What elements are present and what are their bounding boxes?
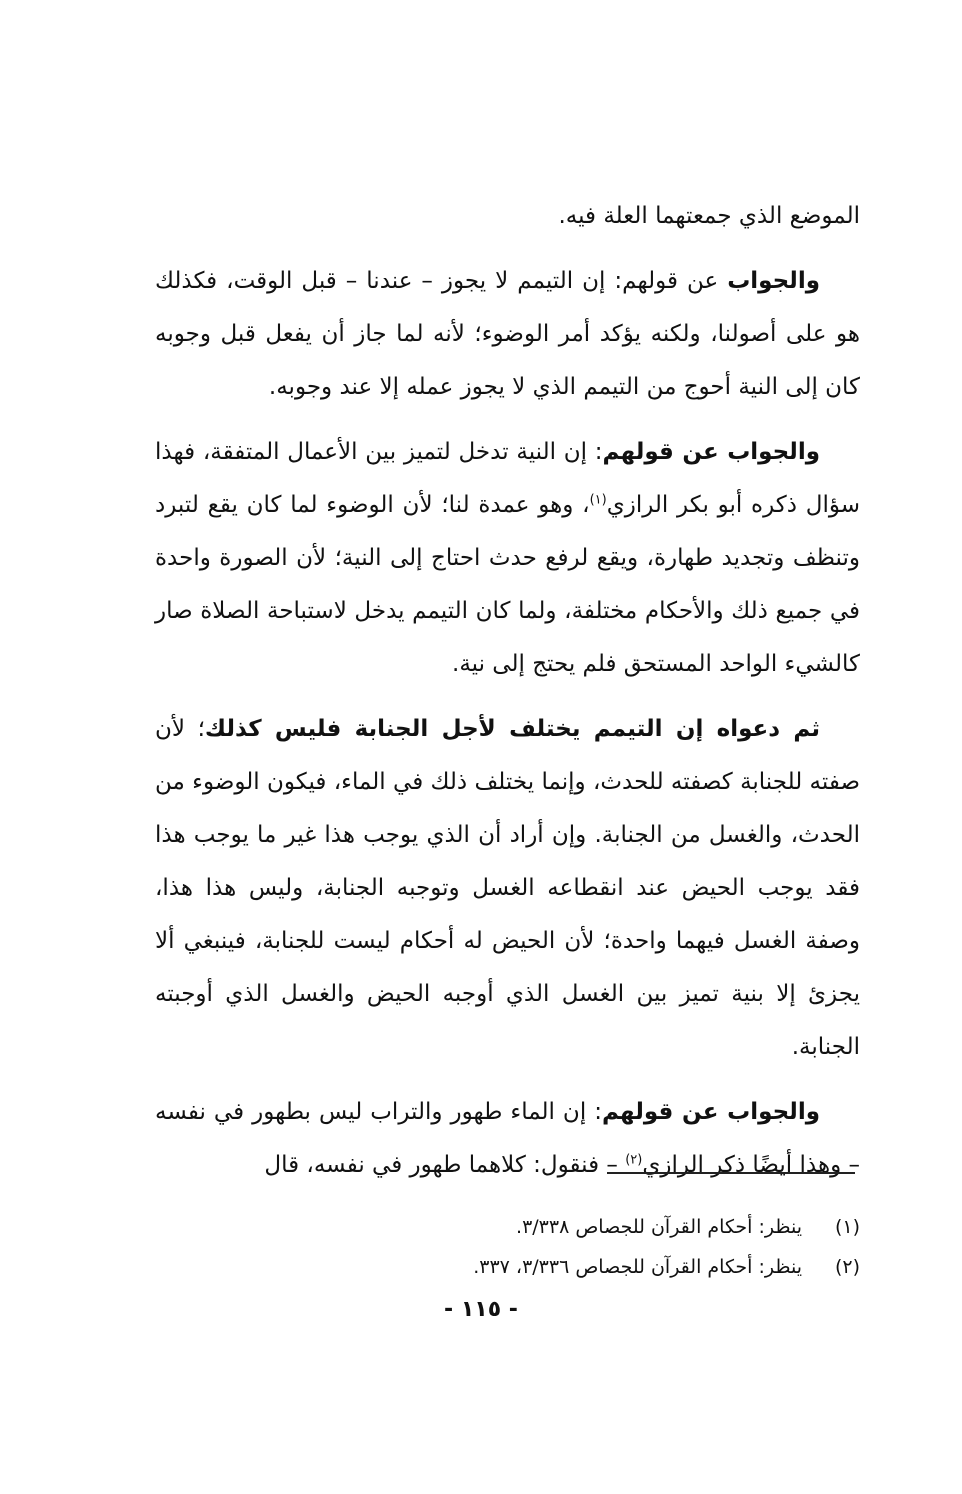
footnotes — [155, 1207, 860, 1287]
paragraph-3-lead: والجواب عن قولهم — [602, 439, 820, 465]
paragraph-2-text: عن قولهم: إن التيمم لا يجوز – عندنا – قبل الوقت، فكذلك هو على أصولنا، ولكنه يؤكد أمر الوضوء؛ لأنه لما جاز أن يفعل قبل وجوبه كان إلى النية أحوج من التيمم الذي لا يجوز عمله إلا عند وجوبه. — [155, 268, 860, 400]
footnote-ref-2: (٢) — [625, 1152, 643, 1168]
paragraph-1-text: الموضع الذي جمعتهما العلة فيه. — [558, 203, 860, 229]
footnote-ref-1: (١) — [589, 492, 607, 508]
footnote-1-number: (١) — [834, 1216, 860, 1238]
paragraph-3 — [155, 426, 860, 691]
paragraph-3-text-b: ، وهو عمدة لنا؛ لأن الوضوء لما كان يقع لتبرد وتنظف وتجديد طهارة، ويقع لرفع حدث احتاج إلى النية؛ لأن الصورة واحدة في جميع ذلك والأحكام مختلفة، ولما كان التيمم يدخل لاستباحة الصلاة صار كالشيء الواحد المستحق فلم يحتج إلى نية. — [155, 492, 860, 677]
paragraph-4-text: ؛ لأن صفته للجنابة كصفته للحدث، وإنما يختلف ذلك في الماء، فيكون الوضوء من الحدث، والغسل من الجنابة. وإن أراد أن الذي يوجب هذا غير ما يوجب هذا فقد يوجب الحيض عند انقطاعه الغسل وتوجبه الجنابة، وليس هذا هذا، وصفة الغسل فيهما واحدة؛ لأن الحيض له أحكام ليست للجنابة، فينبغي ألا يجزئ إلا بنية تميز بين الغسل الذي أوجبه الحيض والغسل الذي أوجبته الجنابة. — [155, 716, 860, 1060]
paragraph-1 — [155, 190, 860, 243]
paragraph-2 — [155, 255, 860, 414]
paragraph-2-lead: والجواب — [727, 268, 820, 294]
footnote-1-text: ينظر: أحكام القرآن للجصاص ٣/٣٣٨. — [516, 1216, 802, 1238]
paragraph-5-text-a: : إن الماء طهور والتراب ليس بطهور في نفسه – وهذا أيضًا ذكر الرازي — [155, 1099, 860, 1178]
paragraph-5 — [155, 1086, 860, 1192]
footnote-2-text: ينظر: أحكام القرآن للجصاص ٣/٣٣٦، ٣٣٧. — [473, 1256, 802, 1278]
paragraph-4-lead: ثم دعواه إن التيمم يختلف لأجل الجنابة فليس كذلك — [204, 716, 820, 742]
paragraph-4 — [155, 703, 860, 1074]
paragraph-3-text-a: : إن النية تدخل لتميز بين الأعمال المتفقة، فهذا سؤال ذكره أبو بكر الرازي — [155, 439, 860, 518]
page-number: - ١١٥ - — [444, 1297, 518, 1322]
footnote-2 — [155, 1247, 860, 1287]
footnote-1 — [155, 1207, 860, 1247]
main-text — [155, 190, 860, 1192]
paragraph-5-text-b: – فنقول: كلاهما طهور في نفسه، قال — [264, 1152, 626, 1178]
footnote-2-number: (٢) — [834, 1256, 860, 1278]
paragraph-5-lead: والجواب عن قولهم — [602, 1099, 820, 1125]
footnote-divider — [607, 1172, 855, 1174]
